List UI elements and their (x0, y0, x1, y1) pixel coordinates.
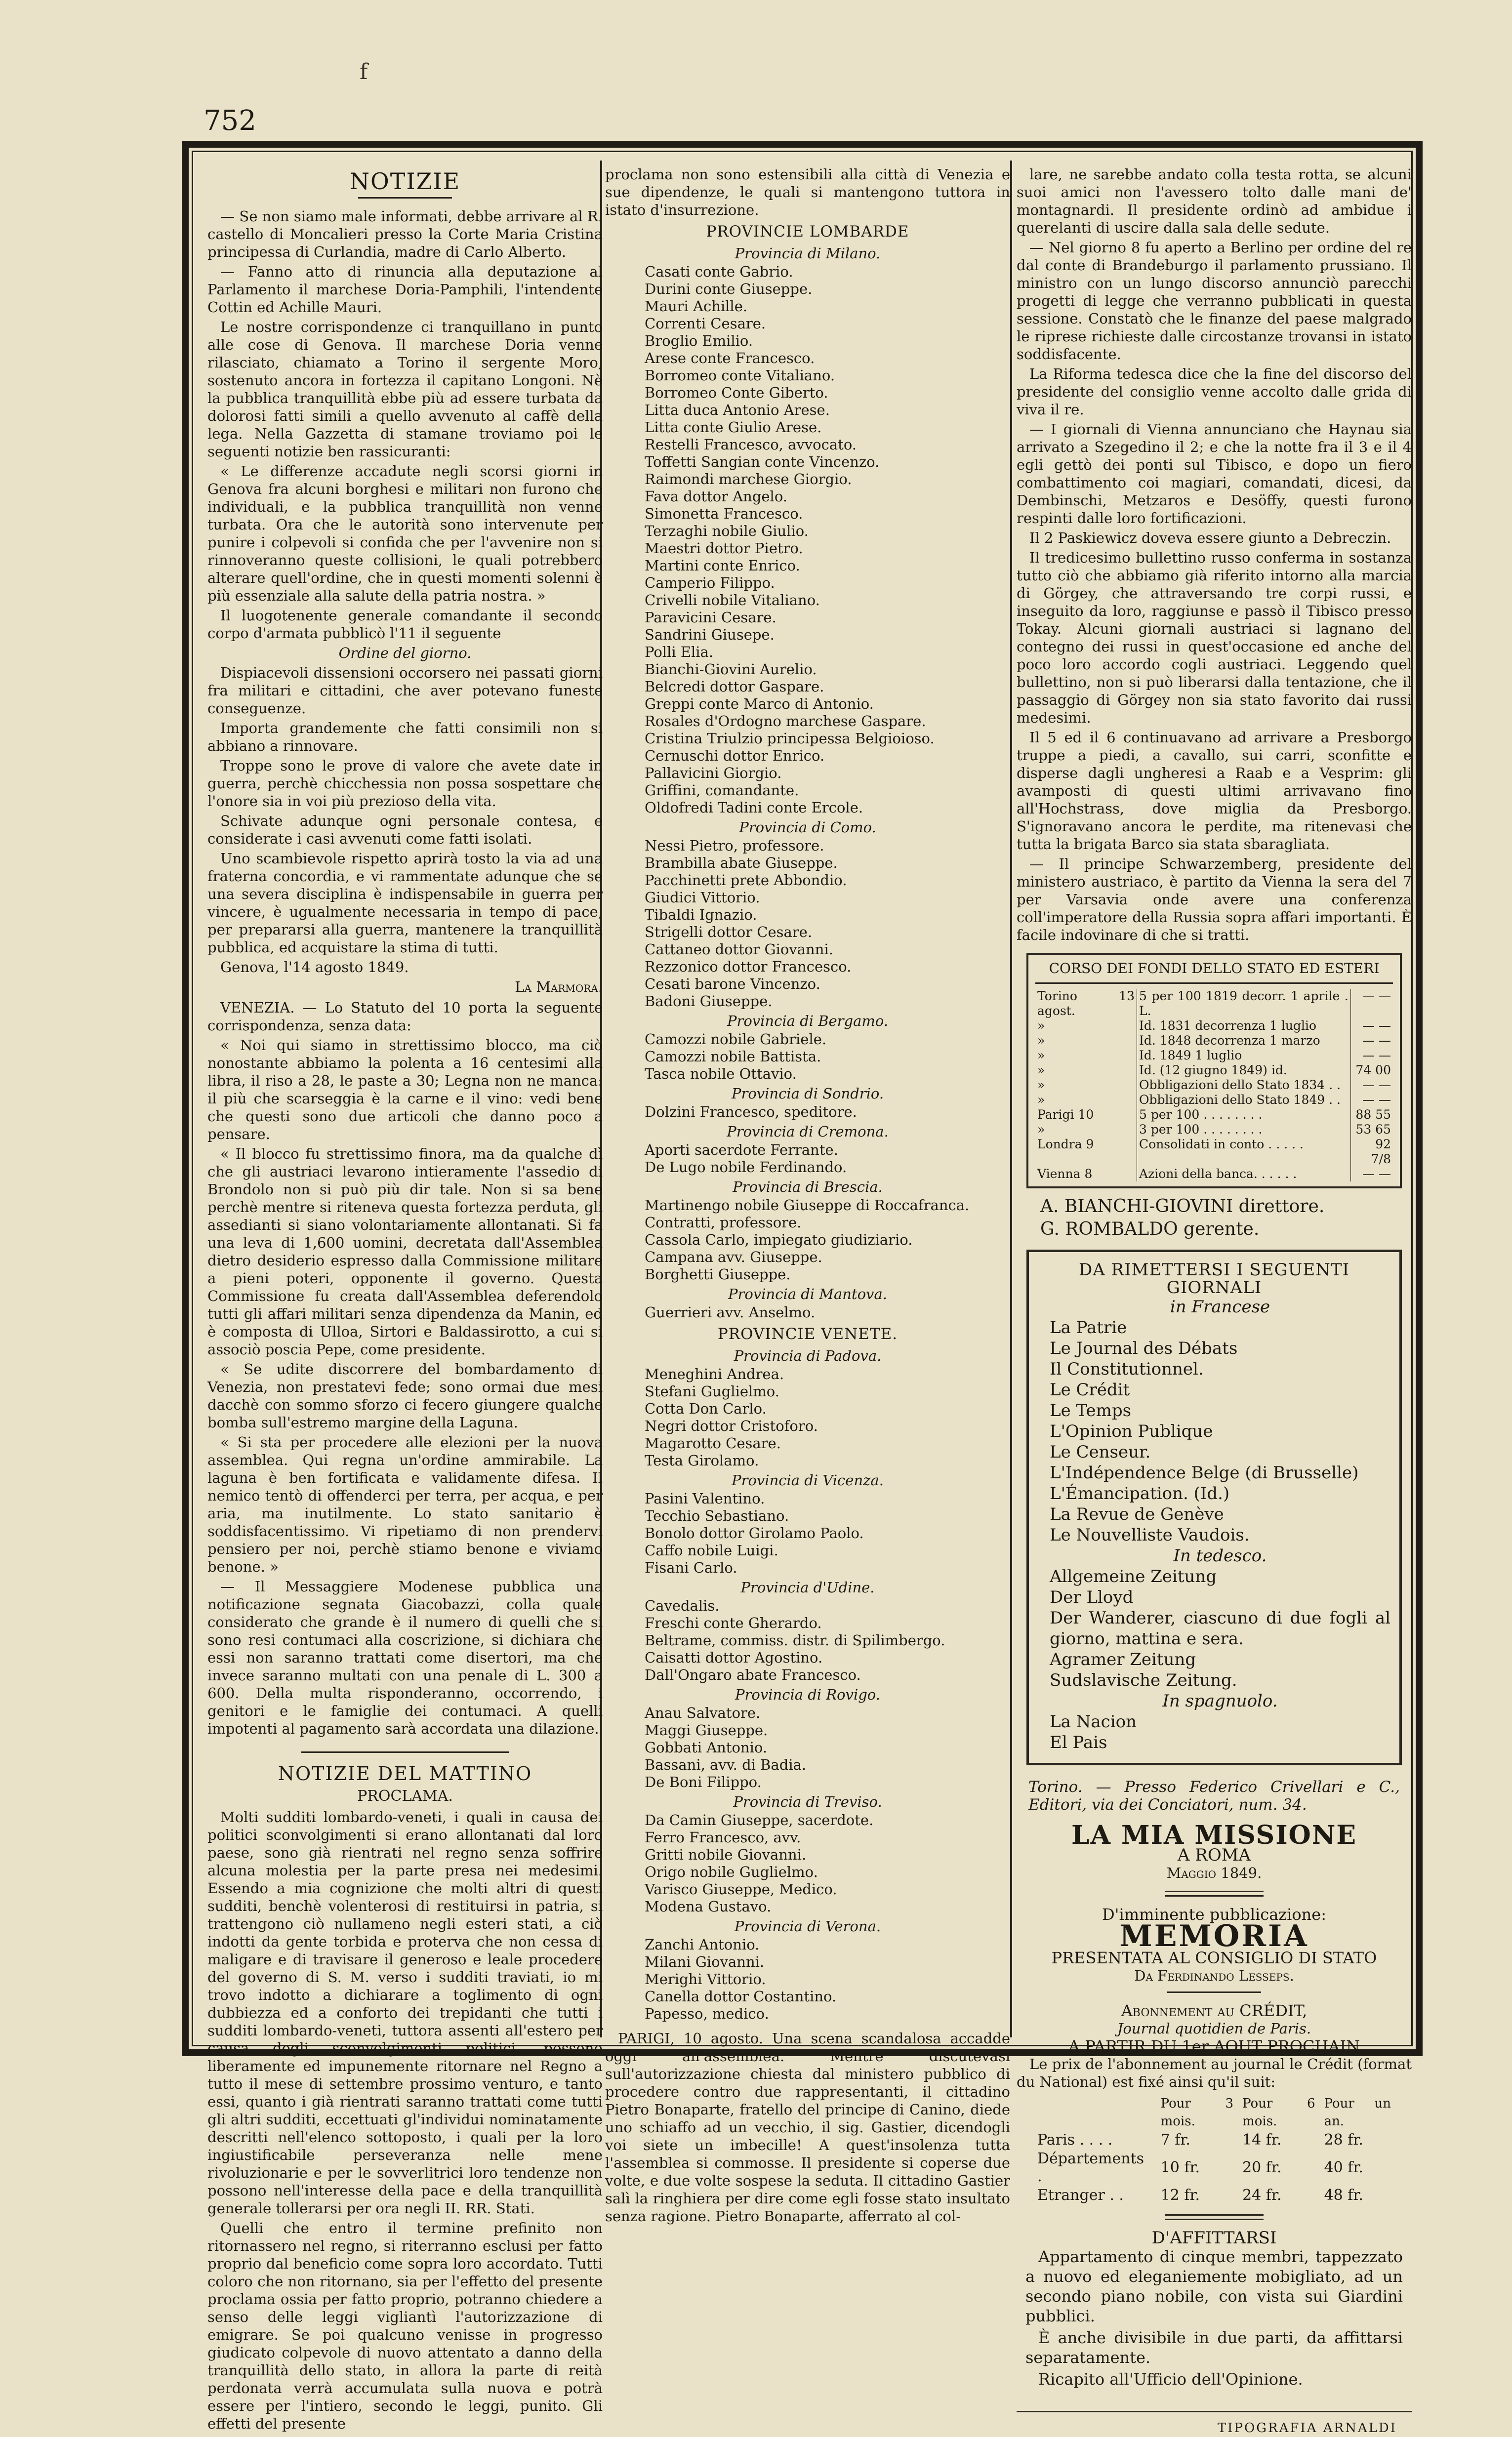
credit-subtitle: Journal quotidien de Paris. (1117, 2020, 1311, 2037)
table-cell: 74 00 (1355, 1063, 1391, 1077)
table-cell: — — (1362, 1078, 1391, 1092)
province-name: Provincia di Vicenza. (732, 1472, 884, 1489)
table-cell: Id. 1849 1 luglio (1137, 1048, 1351, 1063)
journal-item: L'Opinion Publique (1050, 1422, 1213, 1441)
list-item: Maestri dottor Pietro. (645, 540, 803, 557)
signature: La Marmora. (515, 978, 603, 995)
journal-item: La Revue de Genève (1050, 1504, 1224, 1524)
table-row (1035, 1093, 1393, 1107)
table-cell: Vienna 8 (1035, 1167, 1137, 1181)
name-list (605, 1304, 1010, 1321)
list-item: Anau Salvatore. (645, 1705, 761, 1721)
list-item: Giudici Vittorio. (645, 889, 760, 906)
list-item: Restelli Francesco, avvocato. (645, 436, 857, 453)
news-paragraph: Il luogotenente generale comandante il secondo corpo d'armata pubblicò l'11 il seguente (207, 607, 603, 642)
table-header (1033, 2095, 1395, 2130)
table-row (1035, 1122, 1393, 1137)
name-list (605, 1141, 1010, 1176)
list-item: Cernuschi dottor Enrico. (645, 747, 825, 764)
table-cell: Etranger . . (1037, 2187, 1124, 2204)
table-cell: Id. 1848 decorrenza 1 marzo (1137, 1033, 1351, 1048)
list-item: Arese conte Francesco. (645, 350, 815, 366)
list-item: Camperio Filippo. (645, 574, 775, 591)
list-item: Belcredi dottor Gaspare. (645, 678, 824, 695)
list-item: Nessi Pietro, professore. (645, 837, 824, 854)
proclama-paragraph: Quelli che entro il termine prefinito non ritornassero nel regno, si riterranno esclusi per fatto proprio dal beneficio come sopra loro accordato. Tutti coloro che non ritornano, sia per l'effetto del presente proclama ossia per fatto proprio, potranno chiedere a senso delle leggi vigliantì l'autorizzazione di emigrare. Se poi qualcuno venisse in progresso giudicato colpevole di nuovo attentato a danno della tranquillità dello stato, in allora la parte di reità perdonata verrà accumulata sulla nuova e potrà essere per l'intiero, secondo le leggi, punito. Gli effetti del presente (207, 2220, 603, 2432)
list-item: Raimondi marchese Giorgio. (645, 471, 852, 487)
list-item: De Boni Filippo. (645, 1774, 762, 1790)
list-item: Oldofredi Tadini conte Ercole. (645, 799, 863, 816)
name-list (605, 1705, 1010, 1791)
table-cell: Obbligazioni dello Stato 1834 . . (1137, 1078, 1351, 1093)
table-row (1035, 1078, 1393, 1093)
order-paragraph: Dispiacevoli dissensioni occorsero nei passati giorni fra militari e cittadini, che aver potevano funeste conseguenze. (207, 664, 603, 717)
list-item: Tasca nobile Ottavio. (645, 1065, 797, 1082)
list-item: Rosales d'Ordogno marchese Gaspare. (645, 713, 926, 730)
header-venete: PROVINCIE VENETE. (717, 1325, 898, 1343)
affitto-paragraph: Ricapito all'Ufficio dell'Opinione. (1038, 2370, 1303, 2389)
list-item: Papesso, medico. (645, 2005, 769, 2022)
list-item: Meneghini Andrea. (645, 1366, 784, 1382)
affitto-text (1017, 2247, 1412, 2389)
table-cell: » (1035, 1018, 1137, 1033)
journals-de (1050, 1566, 1390, 1691)
affitto-title: D'AFFITTARSI (1151, 2228, 1277, 2248)
list-item: Tecchio Sebastiano. (645, 1507, 789, 1524)
journal-item: L'Indépendence Belge (di Brusselle) (1050, 1463, 1359, 1483)
table-row (1035, 989, 1393, 1018)
journal-item: La Patrie (1050, 1318, 1127, 1338)
column-divider (1010, 161, 1012, 2037)
list-item: Contratti, professore. (645, 1214, 802, 1231)
list-item: Canella dottor Costantino. (645, 1988, 837, 2005)
list-item: Paravicini Cesare. (645, 609, 776, 626)
table-cell: 53 65 (1355, 1122, 1391, 1137)
proclama-paragraphs (207, 1808, 603, 2433)
news-paragraph: Le nostre corrispondenze ci tranquillano in punto alle cose di Genova. Il marchese Doria venne rilasciato, chiamato a Torino il sergente Moro, sostenuto ancora in fortezza il capitano Longoni. Nè la pubblica tranquillità ebbe più ad essere turbata da dolorosi fatti simili a quello avvenuto al caffè della lega. Nella Gazzetta di stamane troviamo poi le seguenti notizie ben rassicuranti: (207, 319, 603, 460)
printer: TIPOGRAFIA ARNALDI (1017, 2411, 1412, 2437)
journals-box (1026, 1250, 1402, 1765)
news-paragraph: — Fanno atto di rinuncia alla deputazione al Parlamento il marchese Doria-Pamphili, l'intendente Cottin ed Achille Mauri. (207, 263, 603, 316)
name-list (605, 1031, 1010, 1083)
page-number: 752 (204, 105, 256, 137)
list-item: Negri dottor Cristoforo. (645, 1418, 818, 1434)
list-item: Camozzi nobile Battista. (645, 1048, 821, 1065)
name-list (605, 1197, 1010, 1283)
affitto-paragraph: Appartamento di cinque membri, tappezzato a nuovo ed eleganiemente mobigliato, ad un secondo piano nobile, con vista sui Giardini pubblici. (1025, 2247, 1403, 2325)
list-item: Cattaneo dottor Giovanni. (645, 941, 833, 958)
list-item: Merighi Vittorio. (645, 1971, 766, 1988)
proclama-continuation: proclama non sono estensibili alla città di Venezia e sue dipendenze, le quali si mantengono tuttora in istato d'insurrezione. (605, 166, 1010, 218)
journals-es (1050, 1711, 1390, 1753)
list-item: Fisani Carlo. (645, 1559, 737, 1576)
order-paragraph: Importa grandemente che fatti consimili non si abbiano a rinnovare. (207, 720, 603, 754)
journals-fr (1050, 1317, 1390, 1545)
list-item: Pallavicini Giorgio. (645, 765, 782, 781)
province-name: Provincia di Cremona. (727, 1123, 889, 1140)
table-row (1033, 2150, 1395, 2186)
journals-title: DA RIMETTERSI I SEGUENTI GIORNALI (1078, 1260, 1350, 1298)
list-item: Cristina Triulzio principessa Belgioioso. (645, 730, 935, 747)
news-paragraphs (207, 207, 603, 642)
list-item: Bianchi-Giovini Aurelio. (645, 661, 817, 678)
table-cell: » (1035, 1033, 1137, 1048)
gerente: G. ROMBALDO gerente. (1040, 1219, 1260, 1239)
table-row (1033, 2187, 1395, 2204)
table-cell: » (1035, 1078, 1137, 1093)
list-item: Mauri Achille. (645, 298, 748, 315)
table-cell: » (1035, 1122, 1137, 1137)
table-cell: — — (1362, 1093, 1391, 1107)
list-item: Varisco Giuseppe, Medico. (645, 1881, 837, 1898)
list-item: Dolzini Francesco, speditore. (645, 1103, 857, 1120)
list-item: Griffini, comandante. (645, 782, 799, 799)
list-item: Greppi conte Marco di Antonio. (645, 695, 874, 712)
table-cell: 20 fr. (1242, 2159, 1282, 2176)
name-list (605, 263, 1010, 816)
journal-item: El Pais (1050, 1733, 1107, 1752)
table-cell: — — (1362, 1033, 1391, 1048)
venezia-paragraph: « Il blocco fu strettissimo finora, ma da qualche dì che gli austriaci levarono intieramente l'assedio di Brondolo non si può più dir tale. Non si sa bene perchè mentre si riteneva questa fortezza perduta, gli assedianti si siano volontariamente allontanati. Si fa una leva di 1,600 uomini, decretata dall'Assemblea dietro desiderio espresso dalla Commissione militare a pieni poteri, opponente il governo. Questa Commissione fu creata dall'Assemblea deferendolo tutti gli affari militari senza dipendenza da Manin, ed è composta di Ulloa, Sirtori e Baldassirotto, a cui si associò poscia Pepe, come presidente. (207, 1145, 603, 1358)
memoria-subtitle: PRESENTATA AL CONSIGLIO DI STATO (1051, 1949, 1377, 1967)
table-row (1035, 1018, 1393, 1033)
province-name: Provincia di Padova. (734, 1347, 882, 1364)
list-item: Brambilla abate Giuseppe. (645, 854, 838, 871)
list-item: Toffetti Sangian conte Vincenzo. (645, 453, 880, 470)
table-cell: Id. (12 giugno 1849) id. (1137, 1063, 1351, 1078)
list-item: Litta duca Antonio Arese. (645, 402, 830, 418)
list-item: Gritti nobile Giovanni. (645, 1846, 807, 1863)
list-item: Caisatti dottor Agostino. (645, 1649, 823, 1666)
imminent-label: D'imminente pubblicazione: (1102, 1905, 1326, 1924)
list-item: Bonolo dottor Girolamo Paolo. (645, 1525, 864, 1542)
journal-item: Der Lloyd (1050, 1587, 1134, 1607)
list-item: Testa Girolamo. (645, 1452, 759, 1469)
list-item: Fava dottor Angelo. (645, 488, 787, 505)
list-item: Strigelli dottor Cesare. (645, 924, 813, 940)
journal-item: Le Temps (1050, 1401, 1132, 1421)
news-paragraph: Il 5 ed il 6 continuavano ad arrivare a Presborgo truppe a piedi, a cavallo, sui carri, sconfitte e disperse dagli ungheresi a Raab e a Vesprim: gli avamposti di questi ultimi arrivavano fino all'Hochstrass, dove miglia da Presborgo. S'ignoravano ancora le perdite, ma ritenevasi che tutta la brigata Barco sia stata sbaragliata. (1017, 729, 1412, 853)
journal-item: La Nacion (1050, 1712, 1137, 1732)
order-title: Ordine del giorno. (338, 645, 472, 661)
venezia-paragraphs (207, 999, 603, 1738)
province-name: Provincia di Rovigo. (735, 1686, 880, 1703)
news-paragraph: — Se non siamo male informati, debbe arrivare al R. castello di Moncalieri presso la Corte Maria Cristina principessa di Curlandia, madre di Carlo Alberto. (207, 208, 603, 260)
column-3 (1017, 165, 1412, 2436)
province-name: Provincia di Bergamo. (727, 1013, 889, 1029)
list-item: Guerrieri avv. Anselmo. (645, 1304, 816, 1321)
list-item: Cassola Carlo, impiegato giudiziario. (645, 1231, 913, 1248)
journal-item: Allgemeine Zeitung (1050, 1567, 1217, 1586)
memoria-author: Da Ferdinando Lesseps. (1134, 1967, 1294, 1984)
news-paragraph: — Nel giorno 8 fu aperto a Berlino per ordine del re dal conte di Brandeburgo il parlamento prussiano. Il ministro con un lungo discorso annunciò parecchi progetti di legge che verranno pubblicati in questa sessione. Constatò che le finanze del paese malgrado le riprese richieste dalle circostanze trovansi in istato soddisfacente. (1017, 239, 1412, 363)
table-cell: » (1035, 1048, 1137, 1063)
journal-item: L'Émancipation. (Id.) (1050, 1484, 1230, 1503)
ink-mark: f (360, 59, 368, 84)
list-item: Campana avv. Giuseppe. (645, 1249, 822, 1265)
list-item: Martini conte Enrico. (645, 557, 800, 574)
list-item: Litta conte Giulio Arese. (645, 419, 822, 436)
table-cell: 3 per 100 . . . . . . . . (1137, 1122, 1351, 1137)
table-cell: 10 fr. (1160, 2159, 1200, 2176)
list-item: Camozzi nobile Gabriele. (645, 1031, 827, 1048)
list-item: Pasini Valentino. (645, 1490, 765, 1507)
credit-text: Le prix de l'abonnement au journal le Crédit (format du National) est fixé ainsi qu'il suit: (1017, 2056, 1412, 2090)
table-cell: » (1035, 1093, 1137, 1107)
subscription-table (1032, 2094, 1396, 2205)
table-cell: — — (1362, 1048, 1391, 1062)
list-item: Zanchi Antonio. (645, 1936, 760, 1953)
province-name: Provincia di Milano. (735, 245, 881, 262)
journals-list (1038, 1297, 1390, 1753)
publisher-line: Torino. — Presso Federico Crivellari e C., Editori, via dei Conciatori, num. 34. (1028, 1778, 1400, 1814)
news-paragraph: Il tredicesimo bullettino russo conferma in sostanza tutto ciò che abbiamo già riferito intorno alla marcia di Görgey, che attraversando tre corpi russi, e inseguito da loro, raggiunse e passò il Tibisco presso Tokay. Alcuni giornali austriaci si lagnano del contegno dei russi in quest'occasione ed anche del poco loro accordo cogli austriaci. Leggendo quel bullettino, non si può liberarsi dalla tentazione, che il passaggio di Görgey non sia stato favorito dai russi medesimi. (1017, 549, 1412, 726)
province-name: Provincia di Brescia. (733, 1178, 883, 1195)
table-row (1035, 1033, 1393, 1048)
province-name: Provincia di Treviso. (733, 1793, 882, 1810)
province-name: Provincia di Sondrio. (731, 1085, 884, 1102)
section-title-mattino: NOTIZIE DEL MATTINO (278, 1763, 532, 1785)
name-list (605, 837, 1010, 1010)
province-lists-venete (605, 1347, 1010, 2023)
news-paragraph: lare, ne sarebbe andato colla testa rotta, se alcuni suoi amici non l'avessero tolto dalle mani de' montagnardi. Il presidente ordinò ad ambidue i querelanti di uscire dalla sala delle sedute. (1017, 166, 1412, 236)
list-item: Bassani, avv. di Badia. (645, 1756, 807, 1773)
table-cell: 48 fr. (1324, 2187, 1363, 2204)
list-item: Dall'Ongaro abate Francesco. (645, 1666, 861, 1683)
table-cell: Pour 3 mois. (1160, 2096, 1234, 2129)
list-item: Beltrame, commiss. distr. di Spilimbergo. (645, 1632, 945, 1649)
lang-label: In spagnuolo. (1162, 1691, 1278, 1711)
list-item: Durini conte Giuseppe. (645, 281, 813, 297)
list-item: Cotta Don Carlo. (645, 1400, 767, 1417)
rule (301, 1751, 509, 1753)
list-item: Badoni Giuseppe. (645, 993, 773, 1010)
table-cell: 92 7/8 (1371, 1137, 1391, 1166)
lang-label: In tedesco. (1173, 1546, 1267, 1566)
journal-item: Le Crédit (1050, 1380, 1130, 1400)
venezia-paragraph: — Il Messaggiere Modenese pubblica una notificazione segnata Giacobazzi, colla quale considerato che grande è il numero di quelli che si sono resi contumaci alla coscrizione, si dichiara che essi non saranno trattati come disertori, ma che invece saranno multati con una penale di L. 300 a 600. Della multa risponderanno, occorrendo, i genitori e le famiglie dei contumaci. A quelli impotenti al pagamento sarà accordata una dilazione. (207, 1578, 603, 1737)
proclama-paragraph: Molti sudditi lombardo-veneti, i quali in causa dei politici sconvolgimenti si erano allontanati dal loro paese, sono già rientrati nel regno senza soffrire alcuna molestia per la parte presa nei medesimi. Essendo a mia cognizione che molti altri di questi sudditi, benchè volenterosi di restituirsi in patria, si trattengono ciò nullameno negli esteri stati, a ciò indotti da gente torbida e proterva che non cessa di maligare e di travisare il generoso e leale procedere del governo di S. M. verso i sudditi traviati, io mi trovo indotto a dichiarare a toglimento di ogni dubbiezza ed a conforto dei trepidanti che tutti i sudditi lombardo-veneti, tuttora assenti all'estero per causa degli sconvolgimenti politici, possono liberamente ed impunemente ritornare nel Regno a tutto il mese di settembre prossimo venturo, e tanto essi, quanto i già rientrati saranno trattati come tutti gli altri sudditi, eccettuati gl'individui nominatamente descritti nell'elenco sottoposto, i quali per la loro ingiustificabile perseveranza nelle mene rivoluzionarie e per le sovverlitrici loro tendenze non possono nell'interesse della pace e della tranquillità generale tollerarsi per ora negli II. RR. Stati. (207, 1809, 603, 2217)
director: A. BIANCHI-GIOVINI direttore. (1040, 1196, 1325, 1217)
journal-item: Le Censeur. (1050, 1442, 1151, 1462)
table-cell: Azioni della banca. . . . . . (1137, 1167, 1351, 1181)
credit-date: A PARTIR DU 1er AOUT PROCHAIN (1068, 2037, 1360, 2056)
table-cell: Paris . . . . (1037, 2131, 1113, 2149)
section-title: NOTIZIE (349, 168, 461, 195)
list-item: Crivelli nobile Vitaliano. (645, 592, 820, 609)
dateline: Genova, l'14 agosto 1849. (220, 959, 409, 975)
list-item: Sandrini Giusepe. (645, 626, 775, 643)
proclama-title: PROCLAMA. (357, 1787, 453, 1805)
table-row (1033, 2131, 1395, 2149)
list-item: De Lugo nobile Ferdinando. (645, 1159, 847, 1176)
table-cell: 40 fr. (1324, 2159, 1363, 2176)
list-item: Magarotto Cesare. (645, 1435, 781, 1452)
table-cell: Id. 1831 decorrenza 1 luglio (1137, 1018, 1351, 1033)
news-paragraph: « Le differenze accadute negli scorsi giorni in Genova fra alcuni borghesi e militari non furono che individuali, e la pubblica tranquillità non venne turbata. Ora che le autorità sono intervenute per punire i colpevoli si confida che per l'avvenire non si rinnoveranno queste collisioni, le quali potrebbero alterare quell'ordine, che in questi momenti solenni è più essenziale alla salute della patria nostra. » (207, 463, 603, 604)
venezia-paragraph: VENEZIA. — Lo Statuto del 10 porta la seguente corrispondenza, senza data: (207, 999, 603, 1034)
table-cell: 5 per 100 . . . . . . . . (1137, 1107, 1351, 1122)
list-item: Borromeo conte Vitaliano. (645, 367, 835, 384)
parigi-article: PARIGI, 10 agosto. Una scena scandalosa accadde oggi all'assemblea. Mentre discutevasi sull'autorizzazione chiesta dal ministero pubblico di procedere contro due rappresentanti, il cittadino Pietro Bonaparte, fratello del principe di Canino, diede uno schiaffo ad un vecchio, il sig. Gastier, dicendogli voi siete un imbecille! A quest'insolenza tutta l'assemblea si commosse. Il presidente si coperse due volte, e due volte sospese la seduta. Il cittadino Gastier salì la ringhiera per dire come egli fosse stato insultato senza ragione. Pietro Bonaparte, afferrato al col- (605, 2030, 1010, 2225)
list-item: Freschi conte Gherardo. (645, 1615, 822, 1631)
list-item: Correnti Cesare. (645, 315, 766, 332)
table-cell: — — (1362, 1167, 1391, 1181)
province-name: Provincia di Mantova. (728, 1286, 887, 1302)
name-list (605, 1366, 1010, 1469)
list-item: Martinengo nobile Giuseppe di Roccafranca. (645, 1197, 970, 1214)
table-cell (1033, 2095, 1156, 2130)
list-item: Modena Gustavo. (645, 1898, 772, 1915)
credit-title: Abonnement au CRÉDIT, (1121, 2001, 1308, 2020)
mission-place: A ROMA (1177, 1845, 1251, 1865)
table-cell: Pour 6 mois. (1242, 2096, 1315, 2129)
table-cell: 24 fr. (1242, 2187, 1282, 2204)
order-paragraph: Schivate adunque ogni personale contesa, e considerate i casi avvenuti come fatti isolati. (207, 812, 603, 847)
list-item: Borghetti Giuseppe. (645, 1266, 791, 1283)
name-list (605, 1103, 1010, 1121)
list-item: Gobbati Antonio. (645, 1739, 768, 1756)
header-lombarde: PROVINCIE LOMBARDE (706, 223, 909, 241)
province-lists-lombarde (605, 244, 1010, 1321)
table-cell: Londra 9 (1035, 1137, 1137, 1167)
news-paragraph: Il 2 Paskiewicz doveva essere giunto a Debreczin. (1029, 529, 1391, 546)
list-item: Maggi Giuseppe. (645, 1722, 768, 1739)
table-cell: Départements . (1037, 2150, 1144, 2185)
list-item: Broglio Emilio. (645, 332, 753, 349)
table-cell: — — (1362, 1018, 1391, 1033)
table-cell: 28 fr. (1324, 2131, 1363, 2149)
order-paragraph: Uno scambievole rispetto aprirà tosto la via ad una fraterna concordia, e vi rammentate adunque che se una severa disciplina è indispensabile in guerra per vincere, è ugualmente necessaria in tempo di pace, per prepararsi alla guerra, mantenere la tranquillità pubblica, ed acquistare la stima di tutti. (207, 850, 603, 956)
name-list (605, 1936, 1010, 2023)
table-cell: Pour un an. (1324, 2096, 1391, 2129)
column-2 (605, 165, 1010, 2225)
venezia-paragraph: « Se udite discorrere del bombardamento di Venezia, non prestatevi fede; sono ormai due mesi dacchè con sommo sforzo ci fecero giungere qualche bomba sull'estremo margine della Laguna. (207, 1361, 603, 1431)
order-paragraphs (207, 664, 603, 956)
news-paragraph: — I giornali di Vienna annunciano che Haynau sia arrivato a Szegedino il 2; e che la notte fra il 3 e il 4 egli gettò dei ponti sul Tibisco, e dopo un fiero combattimento coi magiari, comandati, dicesi, da Dembinschi, Metzaros e Desöffy, questi furono respinti dalle loro fortificazioni. (1017, 421, 1412, 527)
province-name: Provincia di Verona. (734, 1918, 881, 1935)
name-list (605, 1812, 1010, 1915)
journal-item: Le Nouvelliste Vaudois. (1050, 1525, 1250, 1545)
memoria-title: MEMORIA (1119, 1919, 1309, 1953)
list-item: Origo nobile Guglielmo. (645, 1864, 818, 1880)
mission-title: LA MIA MISSIONE (1071, 1820, 1357, 1850)
list-item: Cavedalis. (645, 1597, 720, 1614)
list-item: Rezzonico dottor Francesco. (645, 958, 852, 975)
venezia-paragraph: « Si sta per procedere alle elezioni per la nuova assemblea. Qui regna un'ordine ammirabile. La laguna è ben fortificata e validamente difesa. Il nemico tentò di offenderci per terra, per acqua, e per aria, ma inutilmente. Lo stato sanitario è soddisfacentissimo. Vi ripetiamo di non prendervi pensiero per noi, perchè stiamo benone e viviamo benone. » (207, 1434, 603, 1575)
list-item: Cesati barone Vincenzo. (645, 975, 820, 992)
rule (358, 197, 452, 199)
table-row (1035, 1107, 1393, 1122)
journal-item: Le Journal des Débats (1050, 1339, 1238, 1358)
lang-label: in Francese (1170, 1297, 1270, 1317)
name-list (605, 1597, 1010, 1684)
table-row (1035, 1063, 1393, 1078)
list-item: Tibaldi Ignazio. (645, 906, 757, 923)
news-paragraph: La Riforma tedesca dice che la fine del discorso del presidente del consiglio venne accolto dalle grida di viva il re. (1017, 366, 1412, 418)
mission-date: Maggio 1849. (1166, 1865, 1262, 1881)
venezia-paragraph: « Noi qui siamo in strettissimo blocco, ma ciò nonostante abbiamo la polenta a 16 centesimi alla libra, il riso a 28, le paste a 30; Legna non ne manca: il più che scarseggia è la carne e il vino: vedi bene che questi sono due articoli che danno poco a pensare. (207, 1037, 603, 1142)
table-cell: Torino 13 agost. (1035, 989, 1137, 1018)
order-paragraph: Troppe sono le prove di valore che avete date in guerra, perchè chicchessia non possa sospettare che l'onore sia in voi più prezioso della vita. (207, 757, 603, 810)
rule (1165, 1891, 1264, 1897)
table-row (1035, 1048, 1393, 1063)
news-paragraphs (1017, 165, 1412, 944)
rule (1165, 2214, 1264, 2220)
list-item: Caffo nobile Luigi. (645, 1542, 778, 1559)
fondi-title: CORSO DEI FONDI DELLO STATO ED ESTERI (1035, 960, 1393, 984)
rule (1167, 1991, 1261, 1993)
list-item: Pacchinetti prete Abbondio. (645, 872, 847, 889)
province-name: Provincia di Como. (739, 819, 876, 836)
table-cell: 12 fr. (1160, 2187, 1200, 2204)
fondi-box (1026, 953, 1402, 1188)
province-name: Provincia d'Udine. (740, 1579, 875, 1596)
table-cell: » (1035, 1063, 1137, 1078)
table-cell: — — (1362, 989, 1391, 1003)
journal-item: Agramer Zeitung (1050, 1650, 1196, 1669)
journal-item: Sudslavische Zeitung. (1050, 1670, 1237, 1690)
table-cell: Consolidati in conto . . . . . (1137, 1137, 1351, 1167)
list-item: Da Camin Giuseppe, sacerdote. (645, 1812, 874, 1828)
column-1 (207, 165, 603, 2432)
list-item: Borromeo Conte Giberto. (645, 384, 828, 401)
table-row (1035, 1137, 1393, 1167)
table-cell: Parigi 10 (1035, 1107, 1137, 1122)
list-item: Stefani Guglielmo. (645, 1383, 779, 1400)
table-cell: 14 fr. (1242, 2131, 1282, 2149)
list-item: Terzaghi nobile Giulio. (645, 523, 809, 539)
table-cell: 5 per 100 1819 decorr. 1 aprile . L. (1137, 989, 1351, 1018)
table-cell: 88 55 (1355, 1107, 1391, 1122)
list-item: Casati conte Gabrio. (645, 263, 793, 280)
name-list (605, 1490, 1010, 1577)
table-row (1035, 1167, 1393, 1181)
table-cell: 7 fr. (1160, 2131, 1190, 2149)
journal-item: Der Wanderer, ciascuno di due fogli al giorno, mattina e sera. (1050, 1608, 1390, 1649)
fondi-table (1035, 989, 1393, 1181)
list-item: Simonetta Francesco. (645, 505, 803, 522)
affitto-paragraph: È anche divisibile in due parti, da affittarsi separatamente. (1025, 2328, 1403, 2367)
journal-item: Il Constitutionnel. (1050, 1359, 1204, 1379)
list-item: Aporti sacerdote Ferrante. (645, 1141, 838, 1158)
news-paragraph: — Il principe Schwarzemberg, presidente del ministero austriaco, è partito da Vienna la sera del 7 per Varsavia onde avere una conferenza coll'imperatore della Russia sopra affari importanti. È facile indovinare di che si tratti. (1017, 855, 1412, 943)
list-item: Milani Giovanni. (645, 1953, 765, 1970)
table-cell: Obbligazioni dello Stato 1849 . . (1137, 1093, 1351, 1107)
list-item: Ferro Francesco, avv. (645, 1829, 801, 1846)
list-item: Polli Elia. (645, 644, 714, 660)
